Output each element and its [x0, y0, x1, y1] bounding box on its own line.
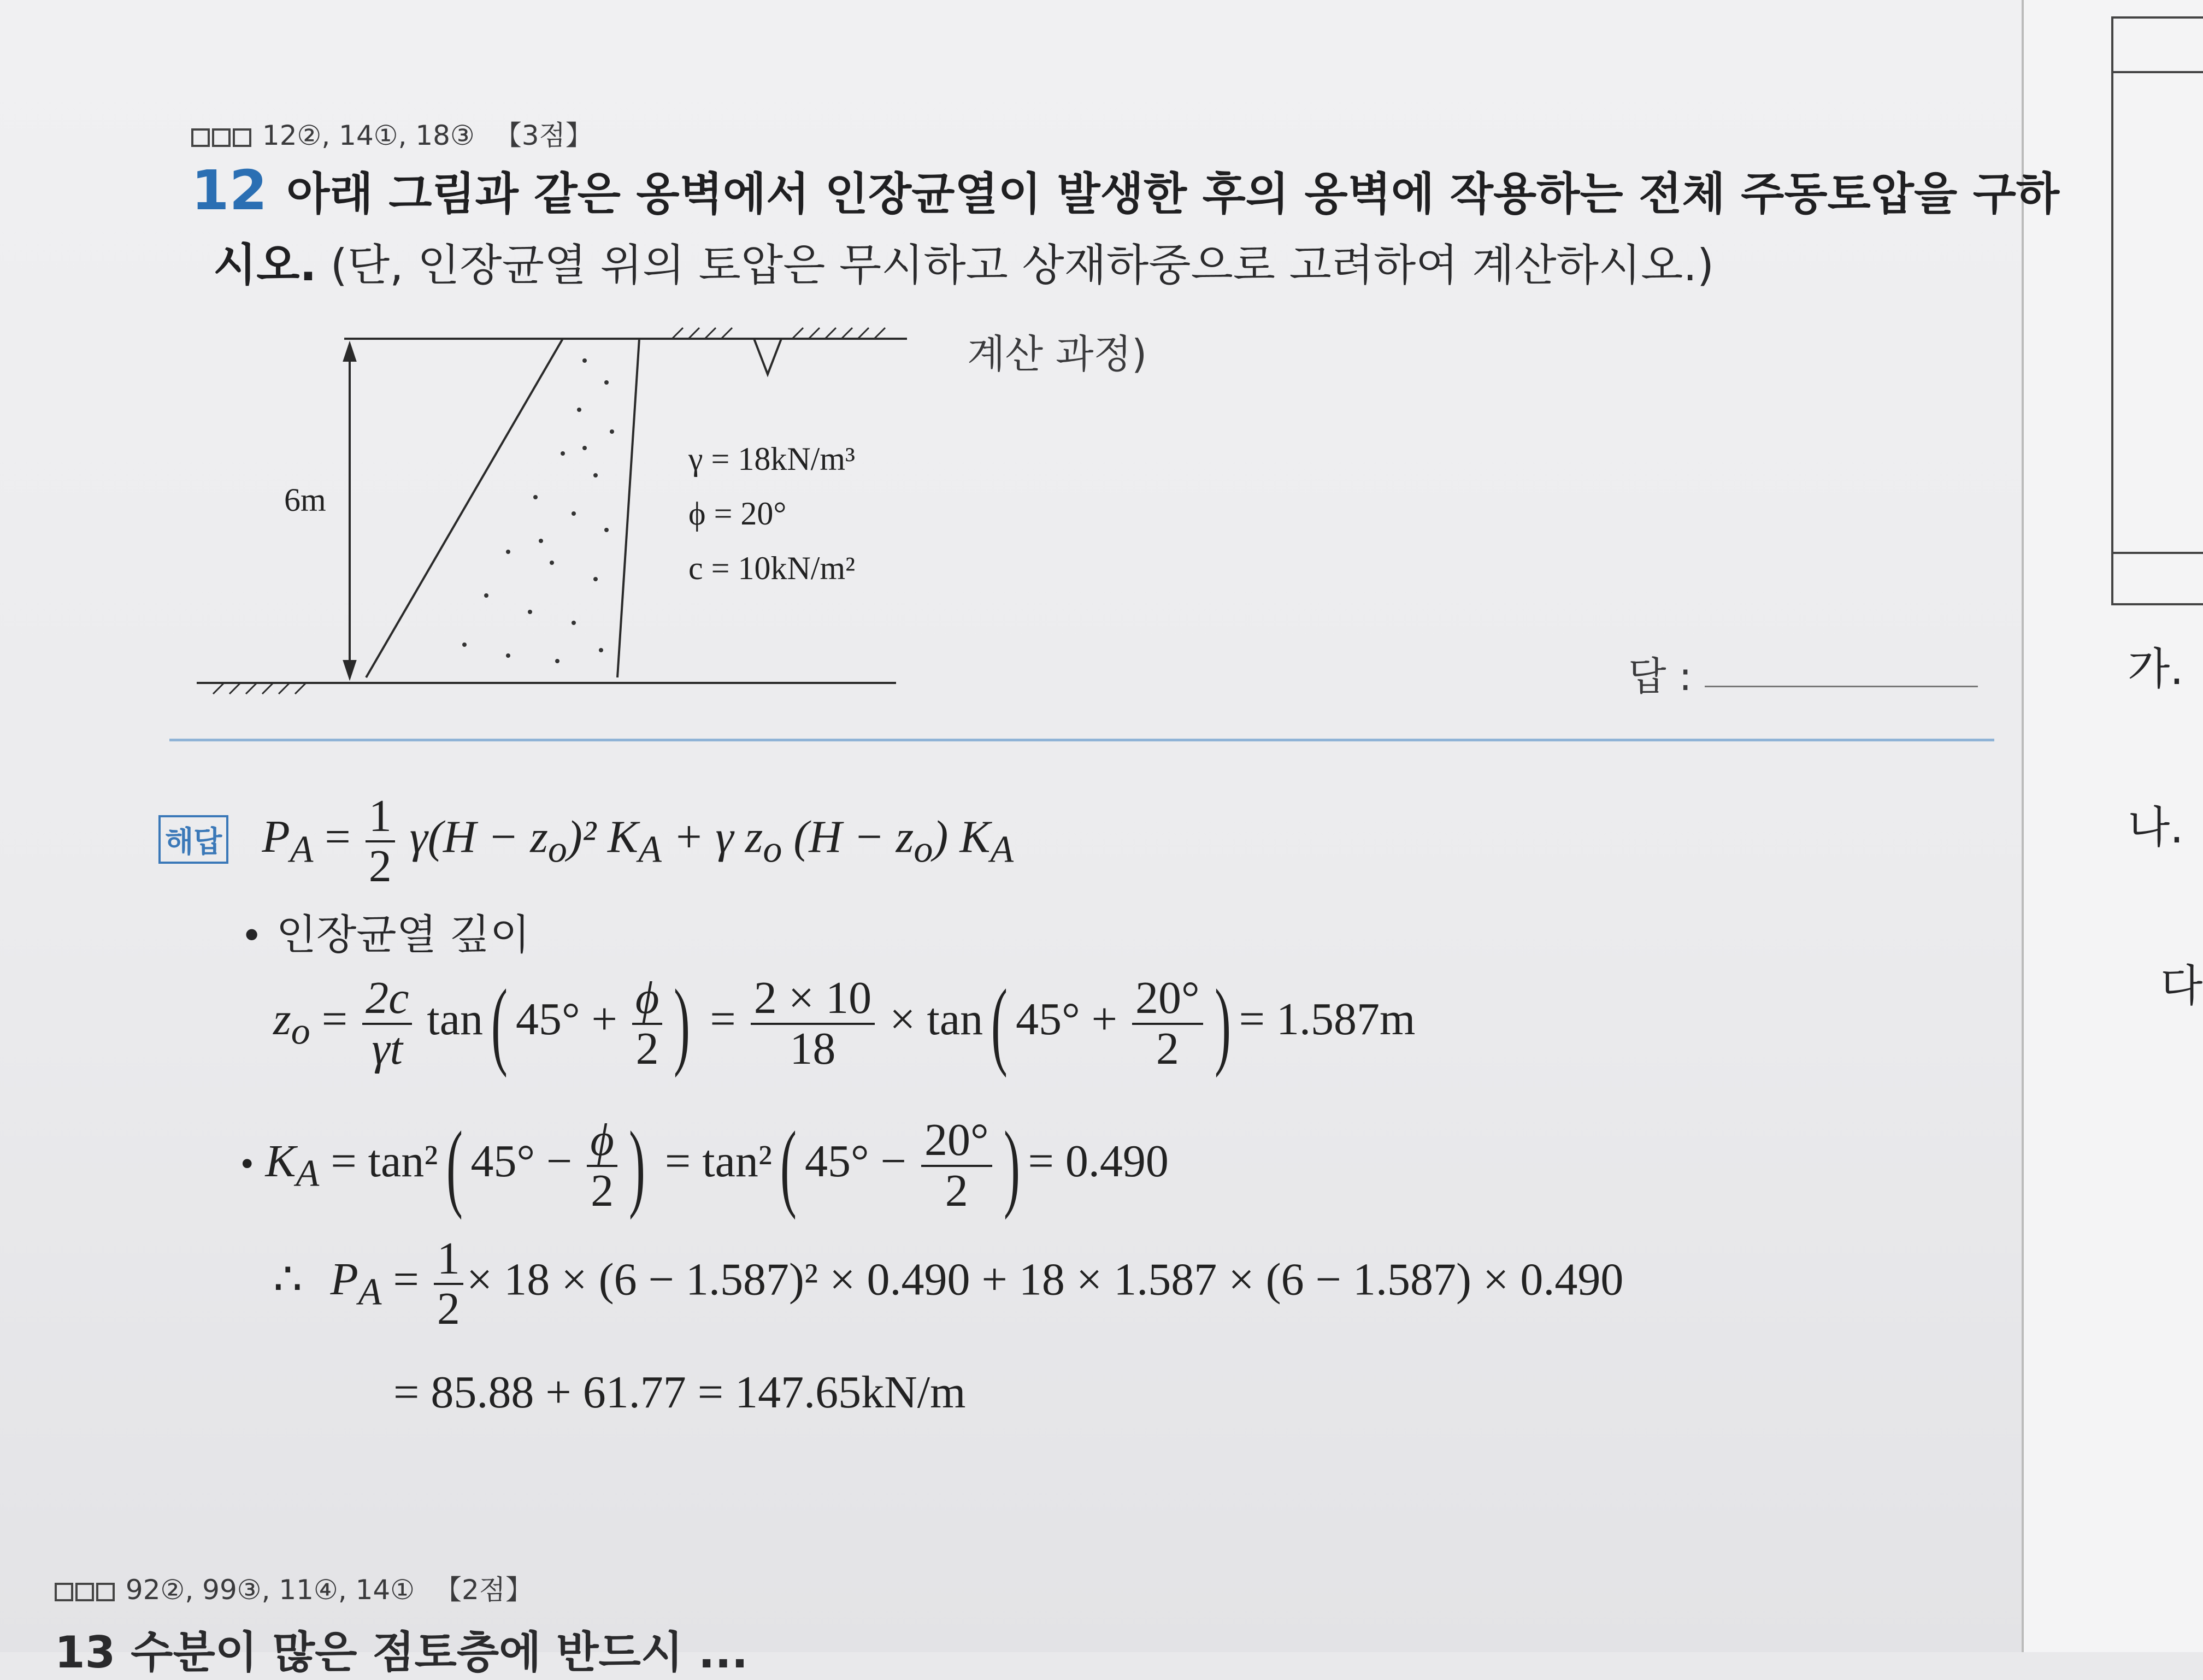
answer-box-line	[2111, 71, 2203, 73]
problem13-meta	[55, 1568, 533, 1608]
problem-meta	[191, 114, 593, 154]
arrow-top	[344, 344, 355, 361]
retaining-wall-figure	[180, 322, 945, 716]
answer-line[interactable]	[1705, 686, 1978, 687]
friction-angle-label: ϕ = 20°	[688, 496, 787, 532]
list-item-ga: 가.	[2128, 644, 2184, 694]
pa-result: = 85.88 + 61.77 = 147.65kN/m	[393, 1367, 966, 1418]
tension-crack	[754, 339, 781, 374]
problem-number: 12	[191, 158, 268, 222]
pa-equation: ∴ $P_A$ = $\frac{1}{2}$ × 18 × (6 − 1.587)² × 0.490 + 18 × 1.587 × (6 − 1.587) × 0.490	[273, 1233, 1624, 1335]
cohesion-label: c = 10kN/m²	[688, 550, 856, 586]
wall-back	[617, 339, 639, 677]
problem13-text: 13 수분이 많은 점토층에 반드시 ...	[55, 1627, 749, 1678]
section-divider	[169, 739, 1994, 741]
problem-text-1: 아래 그림과 같은 옹벽에서 인장균열이 발생한 후의 옹벽에 작용하는 전체 주동토압을 구하	[286, 168, 2060, 220]
points-badge-13: 【2점】	[434, 1574, 533, 1606]
checkbox-group-13[interactable]	[55, 1576, 117, 1608]
list-item-na: 나.	[2128, 802, 2184, 853]
unit-weight-label: γ = 18kN/m³	[688, 441, 856, 477]
bullet-tension-crack: • 인장균열 깊이	[240, 910, 531, 959]
answer-box-line	[2111, 552, 2203, 554]
wall-slope	[366, 339, 563, 677]
problem-statement-line1	[191, 158, 2059, 222]
height-label: 6m	[284, 482, 326, 518]
calc-process-label: 계산 과정)	[967, 331, 1147, 377]
facing-page	[2022, 0, 2203, 1652]
exam-years: 12②, 14①, 18③	[262, 120, 475, 151]
answer-box	[2111, 16, 2203, 605]
checkbox-group[interactable]	[191, 122, 254, 154]
points-badge: 【3점】	[494, 120, 593, 151]
list-item-da: 다	[2160, 960, 2203, 1011]
problem-statement-line2	[213, 229, 1714, 293]
solution-badge: 해답	[158, 815, 228, 864]
wall-stipple	[462, 358, 614, 663]
solution-main-eq: 해답 $P_A$ = $\frac{1}{2}$ $\gamma(H - z_o)^2$ $K_A + \gamma$ $z_o$ $(H - z_o)$ $K_A$	[158, 792, 1014, 891]
bullet1-text: 인장균열 깊이	[276, 910, 531, 959]
ka-equation: • $K_A = \tan^2$( 45° − $\frac{\phi}{2}$ ) = tan²( 45° − $\frac{20^\circ}{2}$ ) = 0.490	[240, 1111, 1169, 1220]
problem-text-2-bold: 시오.	[213, 239, 317, 291]
arrow-bottom	[344, 661, 355, 677]
z0-equation: $z_o$ = $\frac{2c}{\gamma t}$ tan( 45° + $\frac{\phi}{2}$ ) = $\frac{2 \times 10}{18}$ × tan( 45° + $\frac{20^\circ}{2}$ ) = 1.587m	[273, 969, 1416, 1078]
answer-label: 답 :	[1628, 653, 1692, 699]
problem-text-2: (단, 인장균열 위의 토압은 무시하고 상재하중으로 고려하여 계산하시오.)	[330, 240, 1715, 291]
exam-years-13: 92②, 99③, 11④, 14①	[125, 1574, 415, 1606]
half-fraction: $\frac{1}{2}$	[366, 792, 395, 891]
